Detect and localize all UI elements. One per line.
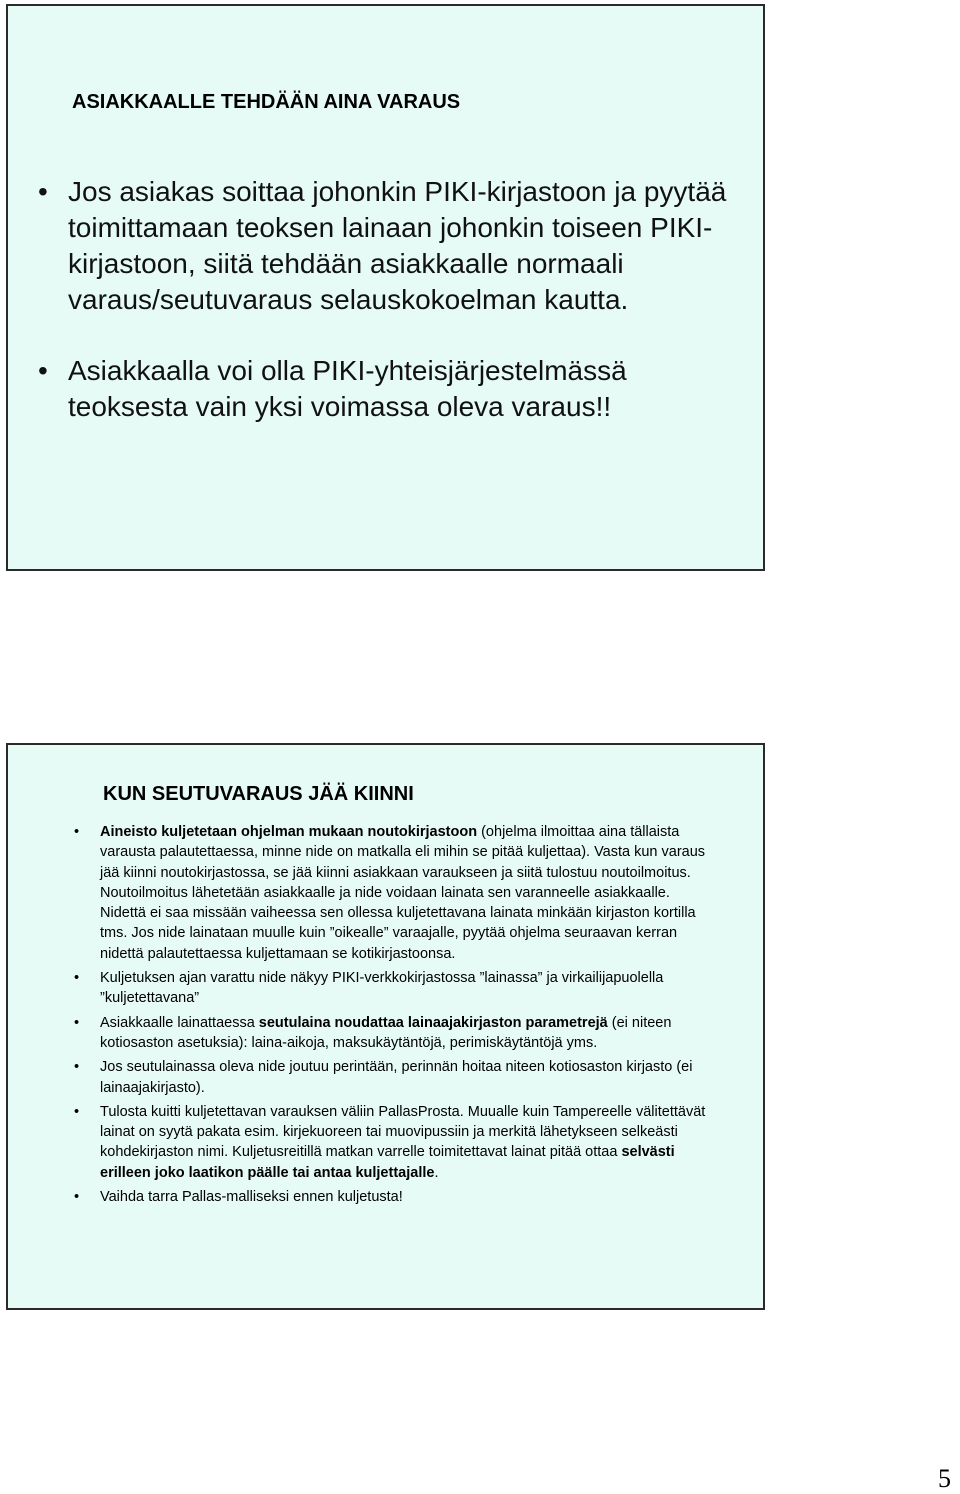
list-item: [74, 1102, 710, 1183]
bullet-text-bold: seutulaina noudattaa lainaajakirjaston parametrejä: [258, 1014, 608, 1031]
bullet-icon: •: [74, 1189, 80, 1206]
bullet-text: (ei niteen kotiosaston asetuksia): laina-aikoja, maksukäytäntöjä, perimiskäytäntöjä yms.: [100, 1014, 672, 1051]
bullet-icon: •: [74, 824, 80, 840]
list-item: [74, 822, 710, 964]
bullet-icon: •: [74, 1014, 80, 1031]
bullet-text: Vaihda tarra Pallas-malliseksi ennen kuljetusta!: [100, 1189, 403, 1206]
bullet-text: (ohjelma ilmoittaa aina tällaista varausta palautettaessa, minne nide on matkalla eli mihin se pitää kuljettaa). Vasta kun varaus jää kiinni noutokirjastossa, se jää kiinni asiakkaan varaukseen ja siitä tulostuu noutoilmoitus. Noutoilmoitus lähetetään asiakkaalle ja nide voidaan lainata sen varanneelle asiakkaalle. Nidettä ei saa missään vaiheessa sen ollessa kuljetettavana lainata minkään kirjaston kortilla tms. Jos nide lainataan muulle kuin ”oikealle” varaajalle, pyytää ohjelma seuraavan kerran nidettä palautettaessa kuljettamaan se kotikirjastoonsa.: [100, 824, 706, 962]
slide-2-bullet-list: [74, 822, 710, 1207]
list-item: [74, 968, 710, 1009]
slide-2-title: KUN SEUTUVARAUS JÄÄ KIINNI: [103, 783, 414, 805]
bullet-text: Jos asiakas soittaa johonkin PIKI-kirjastoon ja pyytää toimittamaan teoksen lainaan johonkin toiseen PIKI-kirjastoon, siitä tehdään asiakkaalle normaali varaus/seutuvaraus selauskokoelman kautta.: [68, 176, 727, 315]
bullet-text-bold: Aineisto kuljetetaan ohjelman mukaan noutokirjastoon: [100, 824, 478, 840]
bullet-icon: •: [74, 1103, 80, 1120]
bullet-icon: •: [74, 970, 80, 987]
list-item: [74, 1187, 710, 1207]
slide-1-bullet-list: [38, 174, 748, 425]
page-number: 5: [938, 1464, 951, 1493]
bullet-icon: •: [38, 355, 48, 386]
list-item: [38, 174, 748, 318]
slide-1-title: ASIAKKAALLE TEHDÄÄN AINA VARAUS: [72, 91, 461, 113]
list-item: [38, 353, 748, 425]
bullet-icon: •: [38, 176, 48, 207]
bullet-text-bold: selvästi erilleen joko laatikon päälle tai antaa kuljettajalle: [100, 1144, 675, 1181]
bullet-text: .: [434, 1164, 439, 1181]
list-item: [74, 1013, 710, 1054]
slide-2: [6, 743, 765, 1310]
bullet-text: Asiakkaalla voi olla PIKI-yhteisjärjestelmässä teoksesta vain yksi voimassa oleva varaus!!: [68, 355, 627, 422]
bullet-text: Kuljetuksen ajan varattu nide näkyy PIKI-verkkokirjastossa ”lainassa” ja virkailijapuolella ”kuljetettavana”: [100, 970, 664, 1007]
bullet-text: Asiakkaalle lainattaessa: [100, 1014, 259, 1031]
bullet-text: Tulosta kuitti kuljetettavan varauksen väliin PallasProsta. Muualle kuin Tampereelle välitettävät lainat on syytä pakata esim. kirjekuoreen tai muovipussiin ja merkitä lähetykseen selkeästi kohdekirjaston nimi. Kuljetusreitillä matkan varrelle toimitettavat lainat pitää ottaa: [100, 1103, 706, 1161]
bullet-text: Jos seutulainassa oleva nide joutuu perintään, perinnän hoitaa niteen kotiosaston kirjasto (ei lainaajakirjasto).: [100, 1059, 693, 1096]
list-item: [74, 1057, 710, 1098]
bullet-icon: •: [74, 1059, 80, 1076]
slide-1: [6, 4, 765, 571]
